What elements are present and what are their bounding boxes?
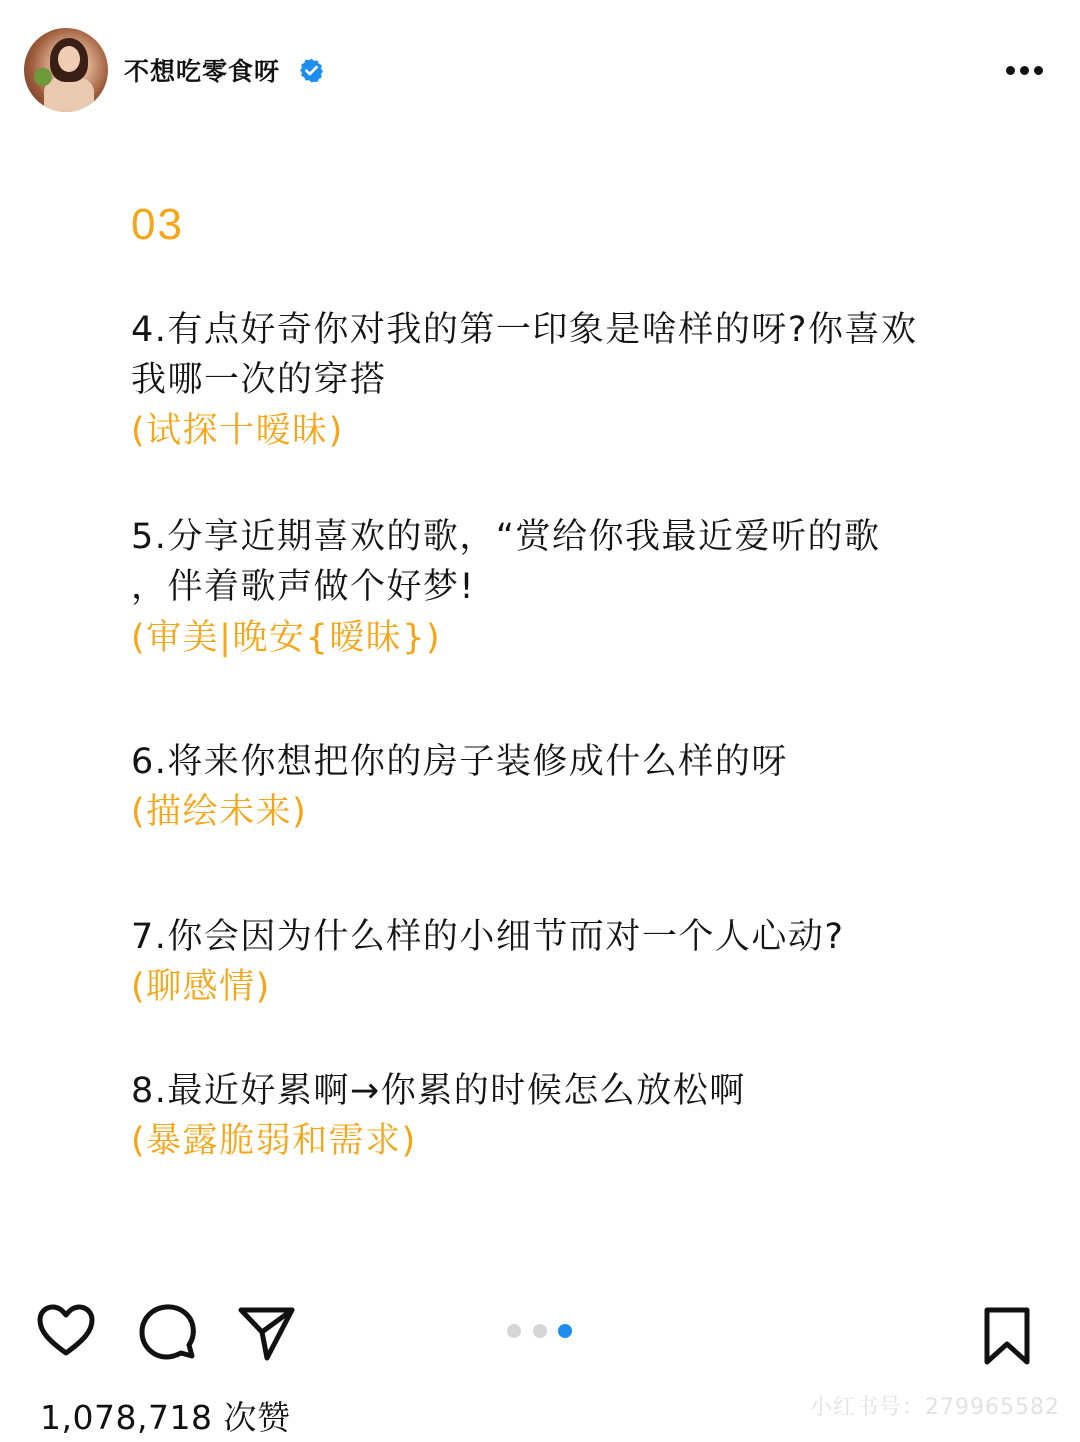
bookmark-icon[interactable] xyxy=(975,1304,1039,1368)
pagination-dot[interactable] xyxy=(507,1324,521,1338)
username[interactable]: 不想吃零食呀 xyxy=(124,57,281,86)
verified-badge-icon xyxy=(298,57,325,84)
question-line: 我哪一次的穿搭 xyxy=(131,360,387,400)
post-header xyxy=(0,0,1080,140)
pagination-dot-active[interactable] xyxy=(558,1324,572,1338)
carousel-pagination xyxy=(505,1322,575,1340)
question-line: 4.有点好奇你对我的第一印象是啥样的呀?你喜欢 xyxy=(131,310,918,350)
more-options-button[interactable] xyxy=(1000,55,1050,85)
avatar[interactable] xyxy=(24,28,108,112)
question-text xyxy=(131,1066,971,1116)
question-text xyxy=(131,305,971,405)
heart-icon[interactable] xyxy=(34,1300,98,1364)
like-count[interactable]: 1,078,718 次赞 xyxy=(40,1398,291,1437)
question-line: 5.分享近期喜欢的歌，“赏给你我最近爱听的歌 xyxy=(131,517,881,557)
watermark: 小红书号：279965582 xyxy=(810,1395,1060,1420)
question-tag: (聊感情) xyxy=(131,967,271,1007)
question-tag: (试探十暧昧) xyxy=(131,411,344,451)
question-line: ，伴着歌声做个好梦! xyxy=(131,567,476,607)
question-line: 8.最近好累啊→你累的时候怎么放松啊 xyxy=(131,1071,746,1111)
question-text xyxy=(131,912,971,962)
pagination-dot[interactable] xyxy=(533,1324,547,1338)
avatar-plant xyxy=(34,68,52,86)
share-icon[interactable] xyxy=(234,1300,298,1364)
more-dot xyxy=(1034,66,1043,75)
question-tag: (描绘未来) xyxy=(131,792,308,832)
question-text xyxy=(131,737,971,787)
question-line: 6.将来你想把你的房子装修成什么样的呀 xyxy=(131,742,788,782)
comment-icon[interactable] xyxy=(135,1300,199,1364)
more-dot xyxy=(1006,66,1015,75)
section-number: 03 xyxy=(131,200,184,249)
question-tag: (暴露脆弱和需求) xyxy=(131,1121,417,1161)
question-tag: (审美|晚安{暧昧}) xyxy=(131,618,442,658)
avatar-face xyxy=(58,46,80,72)
question-text xyxy=(131,512,971,612)
more-dot xyxy=(1020,66,1029,75)
action-bar xyxy=(0,1300,1080,1370)
question-line: 7.你会因为什么样的小细节而对一个人心动? xyxy=(131,917,845,957)
